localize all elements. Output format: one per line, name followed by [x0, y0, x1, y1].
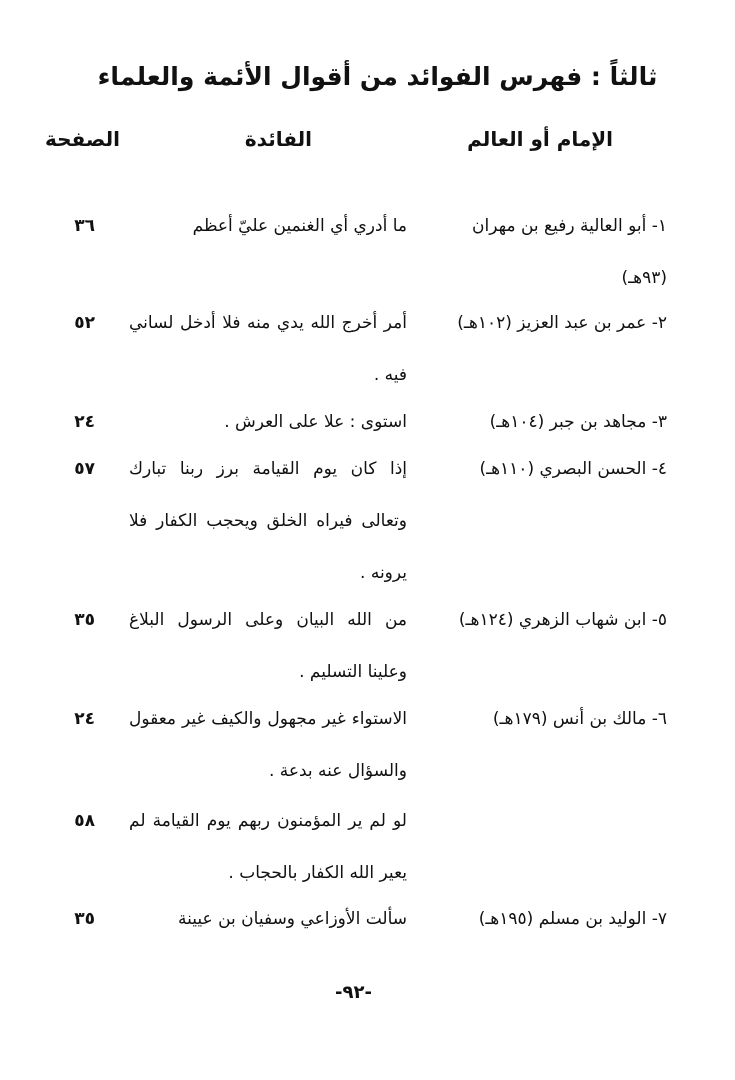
page-ref: ٥٨: [74, 811, 95, 831]
scholar-date: (٩٣هـ): [621, 268, 667, 288]
page-title: [0, 62, 735, 91]
page-ref: ٢٤: [74, 709, 95, 729]
column-header-scholar: الإمام أو العالم: [467, 127, 613, 151]
scholar-name: ٧- الوليد بن مسلم (١٩٥هـ): [478, 909, 667, 929]
page-number-text: -٩٢-: [335, 982, 372, 1003]
benefit-cell: إذا كان يوم القيامة برز ربنا تبارك وتعالى فيراه الخلق ويحجب الكفار فلا يرونه .: [129, 459, 407, 583]
scholar-cell: [427, 893, 667, 945]
page-number: [0, 982, 735, 1003]
scholar-name: ٤- الحسن البصري (١١٠هـ): [479, 459, 667, 479]
scholar-name: ٣- مجاهد بن جبر (١٠٤هـ): [489, 412, 667, 432]
scholar-cell: [427, 396, 667, 448]
benefit-cell: ما أدري أي الغنمين عليّ أعظم: [192, 216, 407, 236]
scholar-cell: [427, 297, 667, 349]
benefit-cell: استوى : علا على العرش .: [224, 412, 407, 432]
page-ref: ٢٤: [74, 412, 95, 432]
page-title-text: ثالثاً : فهرس الفوائد من أقوال الأئمة والعلماء: [97, 62, 658, 91]
scholar-cell: [427, 200, 667, 304]
page-ref: ٣٦: [74, 216, 95, 236]
scholar-name: ١- أبو العالية رفيع بن مهران: [472, 216, 667, 236]
column-header-page: الصفحة: [44, 127, 120, 151]
page-ref: ٣٥: [74, 610, 95, 630]
benefit-cell: من الله البيان وعلى الرسول البلاغ وعلينا التسليم .: [129, 610, 407, 682]
benefit-cell: أمر أخرج الله يدي منه فلا أدخل لساني فيه .: [129, 313, 407, 385]
column-header-benefit: الفائدة: [244, 127, 312, 151]
benefit-cell: سألت الأوزاعي وسفيان بن عيينة: [178, 909, 407, 929]
page-ref: ٣٥: [74, 909, 95, 929]
scholar-name: ٢- عمر بن عبد العزيز (١٠٢هـ): [457, 313, 667, 333]
scholar-name: ٦- مالك بن أنس (١٧٩هـ): [492, 709, 667, 729]
scholar-cell: [427, 693, 667, 745]
page-ref: ٥٢: [74, 313, 95, 333]
benefit-cell: الاستواء غير مجهول والكيف غير معقول والسؤال عنه بدعة .: [129, 709, 407, 781]
benefit-cell: لو لم ير المؤمنون ربهم يوم القيامة لم يعير الله الكفار بالحجاب .: [129, 811, 407, 883]
scholar-cell: [427, 443, 667, 495]
scholar-name: ٥- ابن شهاب الزهري (١٢٤هـ): [458, 610, 667, 630]
scholar-cell: [427, 594, 667, 646]
page-ref: ٥٧: [74, 459, 95, 479]
